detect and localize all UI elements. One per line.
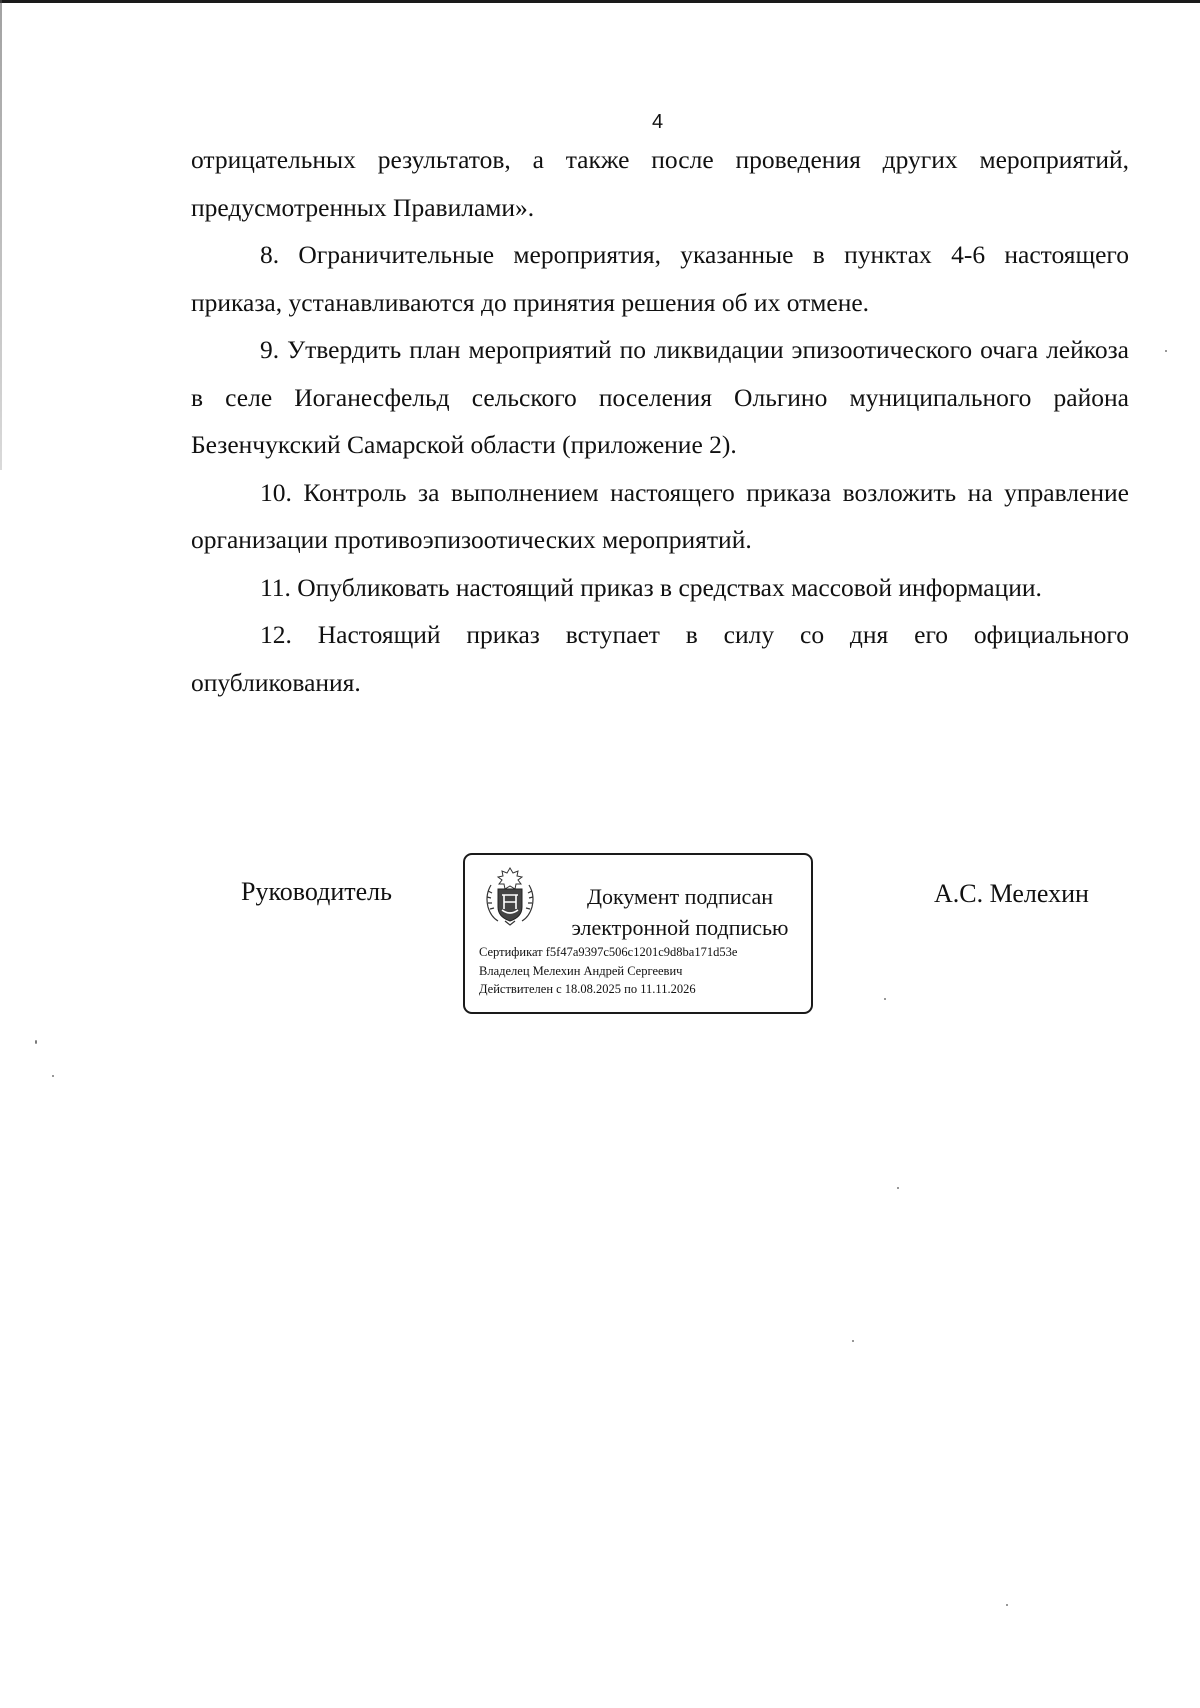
stamp-validity: Действителен с 18.08.2025 по 11.11.2026 <box>479 982 696 996</box>
scan-left-edge <box>0 0 2 470</box>
paragraph-9: 9. Утвердить план мероприятий по ликвидации эпизоотического очага лейкоза в селе Иоганесфельд сельского поселения Ольгино муниципального района Безенчукский Самарской области (приложение 2). <box>191 335 1129 459</box>
scan-speck <box>52 1075 54 1077</box>
paragraph-11: 11. Опубликовать настоящий приказ в средствах массовой информации. <box>260 572 1042 602</box>
scan-top-edge <box>0 0 1200 3</box>
document-body <box>191 136 1129 706</box>
stamp-title-line-2: электронной подписью <box>571 915 789 940</box>
scan-speck <box>1006 1604 1008 1606</box>
stamp-details <box>479 943 737 999</box>
paragraph-continuation: отрицательных результатов, а также после проведения других мероприятий, предусмотренных Правилами». <box>191 145 1129 222</box>
electronic-signature-stamp <box>463 853 813 1014</box>
scan-speck <box>1165 350 1167 352</box>
scan-speck <box>35 1040 37 1044</box>
stamp-title-line-1: Документ подписан <box>586 884 774 909</box>
scan-speck <box>897 1187 899 1189</box>
coat-of-arms-icon <box>483 865 537 927</box>
signer-name: А.С. Мелехин <box>934 879 1089 908</box>
stamp-owner: Владелец Мелехин Андрей Сергеевич <box>479 963 683 978</box>
paragraph-10: 10. Контроль за выполнением настоящего приказа возложить на управление организации противоэпизоотических мероприятий. <box>191 477 1129 554</box>
page-number: 4 <box>652 111 664 133</box>
scan-speck <box>852 1340 854 1342</box>
stamp-title <box>565 881 795 943</box>
stamp-certificate: Сертификат f5f47a9397c506c1201c9d8ba171d53e <box>479 945 738 959</box>
signer-position-title: Руководитель <box>241 877 392 906</box>
paragraph-12: 12. Настоящий приказ вступает в силу со дня его официального опубликования. <box>191 620 1129 697</box>
paragraph-8: 8. Ограничительные мероприятия, указанные в пунктах 4-6 настоящего приказа, устанавливаются до принятия решения об их отмене. <box>191 240 1129 317</box>
scan-speck <box>884 998 886 1000</box>
